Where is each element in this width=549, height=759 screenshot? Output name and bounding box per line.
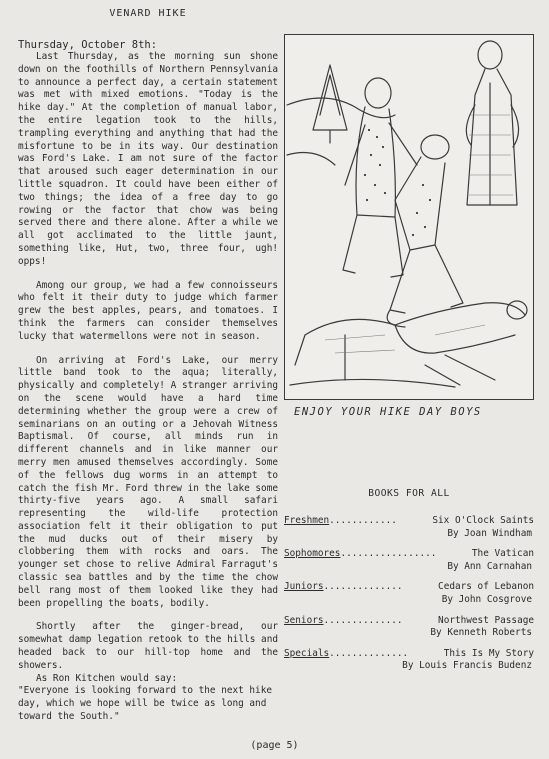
article-date: Thursday, October 8th: <box>18 39 158 51</box>
book-title: The Vatican <box>471 548 534 560</box>
page-number: (page 5) <box>250 740 299 751</box>
book-leader-dots: .............. <box>323 581 403 593</box>
article-paragraph-2: Among our group, we had a few connoisseurs who felt it their duty to judge which farmer grew the best apples, pears, and tomatoes. I think the farmers can consider themselves lucky that watermellons were not in season. <box>18 279 278 342</box>
book-author: By Louis Francis Budenz <box>402 660 532 672</box>
article-column <box>18 8 278 724</box>
book-entry-sophomores <box>284 548 534 573</box>
hike-cartoon <box>284 34 534 400</box>
book-author: By Ann Carnahan <box>447 560 532 572</box>
book-leader-dots: ............ <box>329 515 397 526</box>
book-entry-juniors <box>284 581 534 606</box>
quote-intro: As Ron Kitchen would say: <box>36 672 178 684</box>
book-author: By Joan Windham <box>447 527 532 539</box>
book-title: Northwest Passage <box>438 614 534 626</box>
book-entry-specials <box>284 648 534 673</box>
cartoon-caption: ENJOY YOUR HIKE DAY BOYS <box>294 406 482 418</box>
book-author: By John Cosgrove <box>441 593 532 605</box>
cartoon-drawing <box>285 35 532 398</box>
book-leader-dots: .............. <box>323 614 403 626</box>
book-leader-dots: .............. <box>329 647 409 659</box>
books-title: BOOKS FOR ALL <box>368 488 450 499</box>
article-paragraph-1: Last Thursday, as the morning sun shone down on the foothills of Northern Pennsylvania to announce a perfect day, a certain statement was met with mixed emotions. "Today is the hike day." At the completion of manual labor, the entire legation took to the hills, trampling everything and anything that had the misfortune to be in its way. Our destination was Ford's Lake. I am not sure of the factor that aroused such eager determination in our little squadron. It could have been either of two things; the idea of a free day to go rowing or the factor that chow was being served there and there alone. After a while we all got acclimated to the little jaunt, something like, Hut, two, three four, ugh! opps! <box>18 51 278 267</box>
book-title: Six O'Clock Saints <box>432 515 534 526</box>
book-class: Seniors <box>284 614 324 626</box>
book-class: Specials <box>284 647 330 659</box>
book-class: Juniors <box>284 581 324 593</box>
book-entry-seniors <box>284 615 534 640</box>
article-title: VENARD HIKE <box>109 8 187 19</box>
book-title: Cedars of Lebanon <box>438 581 534 593</box>
book-title: This Is My Story <box>443 647 534 659</box>
book-class: Sophomores <box>284 548 341 560</box>
book-leader-dots: ................. <box>340 548 437 560</box>
article-paragraph-3: On arriving at Ford's Lake, our merry little band took to the aqua; literally, physically and completely! A stranger arriving on the scene would have a hard time determining whether the group were a crew of seminarians on an outing or a Jehovah Witness Baptismal. Of course, all minds run in different channels and in like manner our merry men amused themselves accordingly. Some of the fellows dug worms in an attempt to catch the fish Mr. Ford threw in the lake some thirty-five years ago. A small safari representing the wild-life protection association felt it their obligation to put the mud ducks out of their misery by clobbering them with rocks and oars. The younger set chose to relive Admiral Farragut's classic sea battles and by the time the chow bell rang most of them looked like they had been propelling the boats, bodily. <box>18 354 278 609</box>
article-paragraph-4: Shortly after the ginger-bread, our somewhat damp legation retook to the hills and headed back to our hill-top home and the showers. <box>18 621 278 671</box>
right-column <box>284 34 534 681</box>
quote-text: "Everyone is looking forward to the next hike day, which we hope will be twice as long and toward the South." <box>18 685 272 723</box>
book-author: By Kenneth Roberts <box>430 627 532 639</box>
book-class: Freshmen <box>284 515 330 526</box>
book-entry-freshmen <box>284 515 534 540</box>
